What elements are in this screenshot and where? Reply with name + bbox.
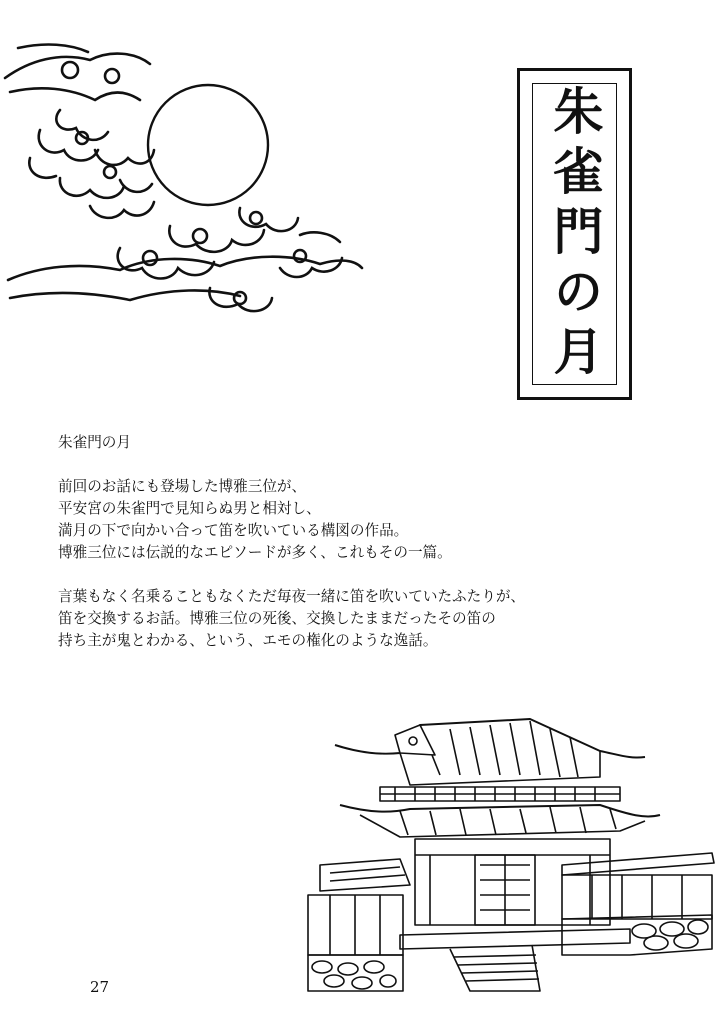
page-number: 27 (90, 978, 110, 996)
paragraph-1-line: 博雅三位には伝説的なエピソードが多く、これもその一篇。 (58, 544, 452, 561)
right-wall (562, 853, 714, 955)
paragraph-2-line: 言葉もなく名乗ることもなくただ毎夜一緒に笛を吹いていたふたりが、 (58, 588, 526, 605)
upper-clouds (5, 45, 154, 218)
upper-balcony (380, 787, 620, 801)
article-text (58, 432, 658, 652)
full-moon (148, 85, 268, 205)
article-heading: 朱雀門の月 (58, 434, 131, 451)
vertical-title: 朱雀門の月 (545, 85, 605, 385)
upper-roof (335, 719, 645, 785)
gate-body (400, 839, 630, 949)
gate-stairs (450, 945, 540, 991)
lower-roof (340, 805, 660, 837)
paragraph-1-line: 平安宮の朱雀門で見知らぬ男と相対し、 (58, 500, 321, 517)
paragraph-1-line: 前回のお話にも登場した博雅三位が、 (58, 478, 307, 495)
paragraph-2-line: 笛を交換するお話。博雅三位の死後、交換したままだったその笛の (58, 610, 496, 627)
moon-and-clouds-illustration (0, 30, 370, 320)
suzakumon-gate-illustration (300, 705, 720, 995)
lower-clouds (8, 208, 362, 311)
left-wall (308, 859, 410, 991)
title-cartouche (517, 68, 632, 400)
paragraph-1-line: 満月の下で向かい合って笛を吹いている構図の作品。 (58, 522, 409, 539)
paragraph-2-line: 持ち主が鬼とわかる、という、エモの権化のような逸話。 (58, 632, 438, 649)
